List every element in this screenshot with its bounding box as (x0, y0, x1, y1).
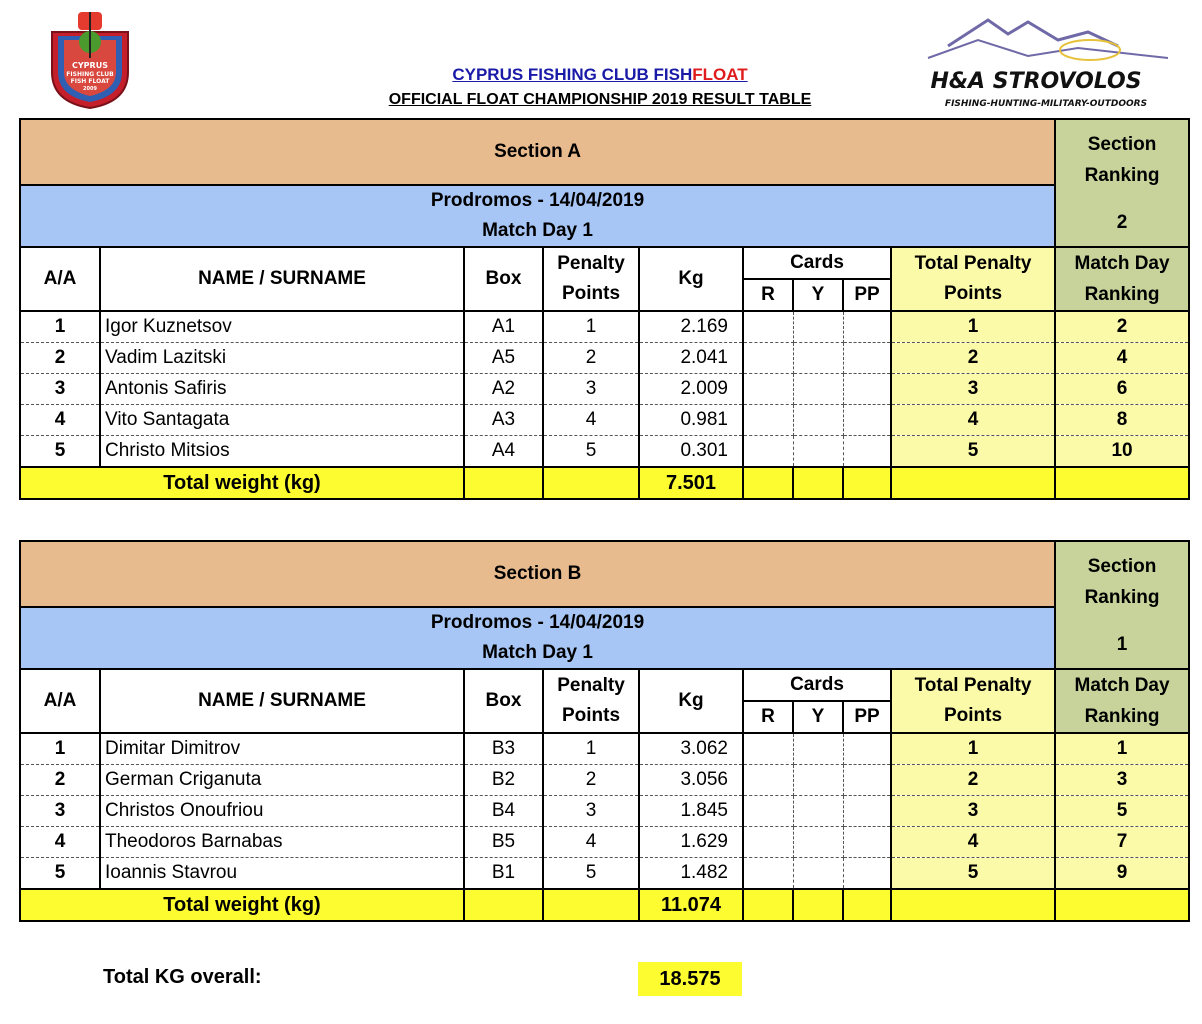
cell-penalty: 2 (543, 343, 639, 374)
venue-date: Prodromos - 14/04/2019 (430, 190, 645, 211)
cell-box: B2 (464, 765, 543, 796)
total-weight-value: 7.501 (639, 467, 743, 499)
cell-card-r (743, 858, 793, 890)
cell-card-y (793, 343, 843, 374)
total-empty-cell (843, 889, 891, 921)
col-header-match-day (1055, 247, 1189, 311)
section-title: Section A (20, 119, 1055, 185)
cell-aa: 4 (20, 405, 100, 436)
cell-kg: 2.009 (639, 374, 743, 405)
cell-match-day-ranking: 5 (1055, 796, 1189, 827)
logo-text-line1: CYPRUS (72, 61, 108, 70)
cell-name: Antonis Safiris (100, 374, 464, 405)
col-header-name: NAME / SURNAME (100, 669, 464, 733)
section-a-table (19, 118, 1190, 500)
cell-total-penalty: 3 (891, 374, 1055, 405)
page-title-float: FLOAT (692, 65, 748, 84)
logo-text-line3: FISH FLOAT (70, 78, 110, 85)
section-ranking-value: 1 (1116, 633, 1128, 655)
cell-card-r (743, 343, 793, 374)
cell-kg: 1.629 (639, 827, 743, 858)
col-header-card-r: R (743, 279, 793, 311)
total-weight-label: Total weight (kg) (20, 467, 464, 499)
cell-total-penalty: 5 (891, 436, 1055, 468)
cell-match-day-ranking: 8 (1055, 405, 1189, 436)
page-subtitle: OFFICIAL FLOAT CHAMPIONSHIP 2019 RESULT TABLE (388, 91, 812, 108)
overall-total-label: Total KG overall: (103, 966, 262, 988)
logo-text-line2: FISHING CLUB (66, 71, 114, 78)
total-row (20, 889, 1189, 921)
cell-match-day-ranking: 6 (1055, 374, 1189, 405)
cell-card-r (743, 733, 793, 765)
col-header-penalty-1: Penalty (557, 675, 625, 696)
cell-aa: 2 (20, 343, 100, 374)
col-header-aa: A/A (20, 247, 100, 311)
cell-card-y (793, 765, 843, 796)
cell-aa: 5 (20, 858, 100, 890)
table-row (20, 405, 1189, 436)
col-header-kg: Kg (639, 247, 743, 311)
page-title (300, 64, 900, 86)
cell-kg: 2.169 (639, 311, 743, 343)
total-weight-label: Total weight (kg) (20, 889, 464, 921)
col-header-penalty-1: Penalty (557, 253, 625, 274)
table-row (20, 827, 1189, 858)
cell-total-penalty: 2 (891, 765, 1055, 796)
total-empty-cell (1055, 467, 1189, 499)
ha-strovolos-logo (918, 10, 1180, 114)
cell-name: Vadim Lazitski (100, 343, 464, 374)
cyprus-fishing-club-logo (44, 10, 136, 110)
cell-kg: 3.056 (639, 765, 743, 796)
cell-name: Igor Kuznetsov (100, 311, 464, 343)
col-header-match-day-2: Ranking (1084, 284, 1160, 305)
total-weight-value: 11.074 (639, 889, 743, 921)
total-empty-cell (1055, 889, 1189, 921)
cell-name: Dimitar Dimitrov (100, 733, 464, 765)
cell-name: Christos Onoufriou (100, 796, 464, 827)
col-header-total-penalty (891, 247, 1055, 311)
cell-penalty: 5 (543, 858, 639, 890)
section-ranking-label-1: Section (1087, 133, 1157, 155)
cell-box: B3 (464, 733, 543, 765)
section-ranking-label-1: Section (1087, 555, 1157, 577)
col-header-card-y: Y (793, 279, 843, 311)
cell-penalty: 3 (543, 796, 639, 827)
cell-kg: 3.062 (639, 733, 743, 765)
cell-aa: 4 (20, 827, 100, 858)
cell-name: Theodoros Barnabas (100, 827, 464, 858)
cell-match-day-ranking: 3 (1055, 765, 1189, 796)
cell-box: B4 (464, 796, 543, 827)
col-header-kg: Kg (639, 669, 743, 733)
cell-card-pp (843, 405, 891, 436)
logo-right-tagline: FISHING-HUNTING-MILITARY-OUTDOORS (944, 99, 1148, 109)
cell-card-pp (843, 765, 891, 796)
cell-card-r (743, 374, 793, 405)
cell-card-pp (843, 436, 891, 468)
col-header-aa: A/A (20, 669, 100, 733)
match-day: Match Day 1 (482, 220, 593, 241)
cell-penalty: 1 (543, 311, 639, 343)
cell-penalty: 2 (543, 765, 639, 796)
cell-aa: 2 (20, 765, 100, 796)
cell-name: German Criganuta (100, 765, 464, 796)
cell-card-y (793, 374, 843, 405)
section-ranking-label-2: Ranking (1084, 586, 1160, 608)
cell-aa: 5 (20, 436, 100, 468)
cell-card-y (793, 733, 843, 765)
cell-card-y (793, 827, 843, 858)
cell-card-pp (843, 733, 891, 765)
total-empty-cell (543, 467, 639, 499)
table-row (20, 733, 1189, 765)
cell-card-pp (843, 827, 891, 858)
total-empty-cell (464, 467, 543, 499)
cell-card-pp (843, 858, 891, 890)
col-header-penalty (543, 669, 639, 733)
section-ranking-value: 2 (1116, 211, 1128, 233)
section-ranking-cell (1055, 119, 1189, 247)
col-header-card-pp: PP (843, 279, 891, 311)
cell-name: Vito Santagata (100, 405, 464, 436)
overall-total-value: 18.575 (638, 962, 742, 996)
logo-text-line4: 2009 (83, 86, 97, 92)
total-empty-cell (891, 467, 1055, 499)
col-header-card-pp: PP (843, 701, 891, 733)
cell-penalty: 1 (543, 733, 639, 765)
cell-card-r (743, 311, 793, 343)
total-empty-cell (793, 889, 843, 921)
section-date-cell (20, 607, 1055, 669)
total-empty-cell (743, 889, 793, 921)
cell-aa: 1 (20, 311, 100, 343)
cell-box: A4 (464, 436, 543, 468)
col-header-penalty-2: Points (561, 283, 621, 304)
page-title-main: CYPRUS FISHING CLUB FISH (452, 65, 693, 84)
col-header-total-penalty-1: Total Penalty (914, 675, 1032, 696)
section-title: Section B (20, 541, 1055, 607)
col-header-penalty-2: Points (561, 705, 621, 726)
cell-card-r (743, 827, 793, 858)
total-empty-cell (793, 467, 843, 499)
cell-name: Christo Mitsios (100, 436, 464, 468)
venue-date: Prodromos - 14/04/2019 (430, 612, 645, 633)
cell-aa: 3 (20, 796, 100, 827)
col-header-box: Box (464, 669, 543, 733)
cell-kg: 1.482 (639, 858, 743, 890)
cell-box: B1 (464, 858, 543, 890)
cell-kg: 1.845 (639, 796, 743, 827)
cell-card-y (793, 858, 843, 890)
cell-penalty: 4 (543, 827, 639, 858)
cell-match-day-ranking: 7 (1055, 827, 1189, 858)
cell-total-penalty: 3 (891, 796, 1055, 827)
col-header-box: Box (464, 247, 543, 311)
col-header-total-penalty-2: Points (943, 283, 1003, 304)
cell-box: A1 (464, 311, 543, 343)
section-b-table (19, 540, 1190, 922)
table-row (20, 374, 1189, 405)
cell-card-y (793, 405, 843, 436)
cell-card-r (743, 405, 793, 436)
cell-total-penalty: 4 (891, 405, 1055, 436)
cell-total-penalty: 1 (891, 733, 1055, 765)
cell-card-y (793, 311, 843, 343)
cell-name: Ioannis Stavrou (100, 858, 464, 890)
total-empty-cell (543, 889, 639, 921)
cell-card-r (743, 765, 793, 796)
total-empty-cell (843, 467, 891, 499)
cell-total-penalty: 5 (891, 858, 1055, 890)
cell-aa: 3 (20, 374, 100, 405)
cell-card-r (743, 436, 793, 468)
table-row (20, 311, 1189, 343)
cell-kg: 0.981 (639, 405, 743, 436)
cell-penalty: 4 (543, 405, 639, 436)
col-header-cards: Cards (743, 247, 891, 279)
total-empty-cell (743, 467, 793, 499)
col-header-card-y: Y (793, 701, 843, 733)
cell-match-day-ranking: 4 (1055, 343, 1189, 374)
section-date-cell (20, 185, 1055, 247)
col-header-match-day (1055, 669, 1189, 733)
cell-match-day-ranking: 1 (1055, 733, 1189, 765)
cell-total-penalty: 2 (891, 343, 1055, 374)
cell-box: A3 (464, 405, 543, 436)
cell-box: A2 (464, 374, 543, 405)
col-header-match-day-1: Match Day (1074, 253, 1170, 274)
cell-card-pp (843, 796, 891, 827)
cell-card-r (743, 796, 793, 827)
cell-card-pp (843, 343, 891, 374)
cell-penalty: 5 (543, 436, 639, 468)
col-header-match-day-1: Match Day (1074, 675, 1170, 696)
cell-card-pp (843, 374, 891, 405)
table-row (20, 858, 1189, 890)
cell-total-penalty: 1 (891, 311, 1055, 343)
col-header-penalty (543, 247, 639, 311)
cell-card-pp (843, 311, 891, 343)
cell-match-day-ranking: 9 (1055, 858, 1189, 890)
logo-right-name: H&A STROVOLOS (930, 69, 1142, 94)
col-header-total-penalty-1: Total Penalty (914, 253, 1032, 274)
table-row (20, 343, 1189, 374)
total-row (20, 467, 1189, 499)
col-header-match-day-2: Ranking (1084, 706, 1160, 727)
cell-box: B5 (464, 827, 543, 858)
cell-kg: 2.041 (639, 343, 743, 374)
cell-match-day-ranking: 10 (1055, 436, 1189, 468)
cell-card-y (793, 796, 843, 827)
cell-total-penalty: 4 (891, 827, 1055, 858)
cell-aa: 1 (20, 733, 100, 765)
cell-penalty: 3 (543, 374, 639, 405)
col-header-card-r: R (743, 701, 793, 733)
section-ranking-cell (1055, 541, 1189, 669)
col-header-cards: Cards (743, 669, 891, 701)
cell-box: A5 (464, 343, 543, 374)
total-empty-cell (464, 889, 543, 921)
total-empty-cell (891, 889, 1055, 921)
col-header-name: NAME / SURNAME (100, 247, 464, 311)
col-header-total-penalty (891, 669, 1055, 733)
table-row (20, 765, 1189, 796)
table-row (20, 796, 1189, 827)
table-row (20, 436, 1189, 468)
match-day: Match Day 1 (482, 642, 593, 663)
cell-kg: 0.301 (639, 436, 743, 468)
section-ranking-label-2: Ranking (1084, 164, 1160, 186)
col-header-total-penalty-2: Points (943, 705, 1003, 726)
header-titles (300, 64, 900, 110)
cell-card-y (793, 436, 843, 468)
cell-match-day-ranking: 2 (1055, 311, 1189, 343)
